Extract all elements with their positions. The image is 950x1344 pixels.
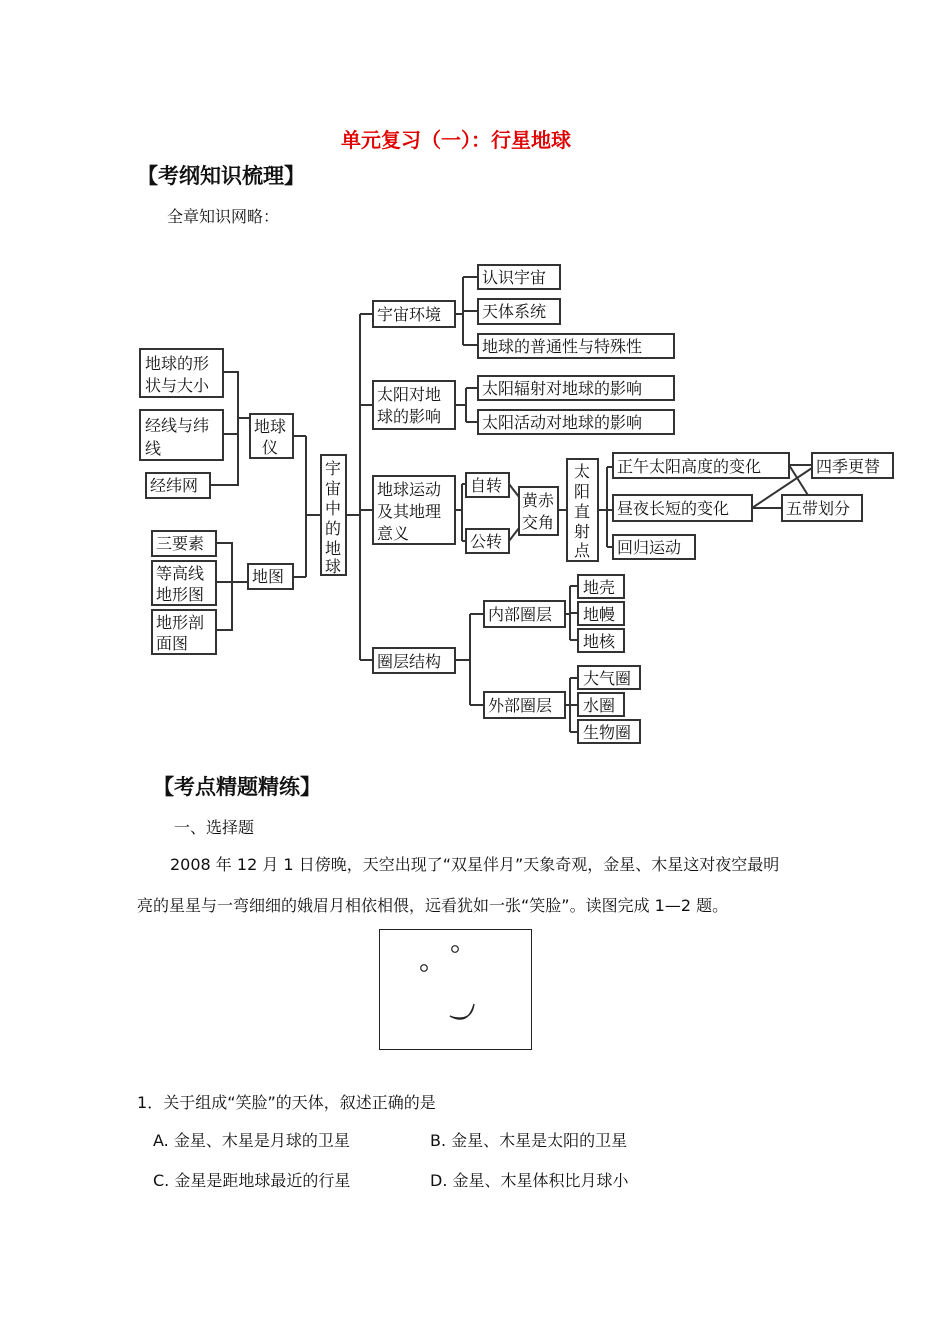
- label-solar-activity: 太阳活动对地球的影响: [482, 413, 643, 432]
- label-contour-2: 地形图: [156, 585, 205, 604]
- label-earth-shape-2: 状与大小: [145, 376, 210, 395]
- label-know-universe: 认识宇宙: [482, 268, 547, 287]
- label-earth-motion-3: 意义: [377, 524, 410, 543]
- option-text: 金星是距地球最近的行星: [174, 1171, 351, 1190]
- label-subsolar-1: 太: [574, 462, 591, 481]
- venus-dot: [421, 965, 428, 972]
- label-inner-spheres: 内部圈层: [488, 605, 553, 624]
- label-sun-influence-2: 球的影响: [377, 407, 442, 426]
- label-atmosphere: 大气圈: [583, 669, 632, 688]
- option-letter: A.: [153, 1131, 169, 1150]
- label-center-6: 球: [325, 557, 342, 576]
- label-day-length: 昼夜长短的变化: [617, 499, 730, 518]
- label-earth-ordinariness: 地球的普通性与特殊性: [482, 337, 643, 356]
- label-earth-shape-1: 地球的形: [145, 354, 210, 373]
- label-celestial-system: 天体系统: [482, 302, 547, 321]
- jupiter-dot: [452, 946, 459, 953]
- label-contour-1: 等高线: [156, 564, 205, 583]
- paragraph-line-2: 亮的星星与一弯细细的娥眉月相依相偎，远看犹如一张“笑脸”。读图完成 1—2 题。: [137, 896, 729, 915]
- label-center-5: 地: [325, 539, 342, 558]
- label-subsolar-5: 点: [574, 541, 591, 560]
- label-obliquity-1: 黄赤: [522, 491, 555, 510]
- option-letter: B.: [430, 1131, 447, 1150]
- label-globe-1: 地球: [254, 417, 287, 436]
- label-center-1: 宇: [325, 459, 342, 478]
- label-earth-motion-1: 地球运动: [377, 480, 442, 499]
- label-sphere-structure: 圈层结构: [377, 652, 442, 671]
- label-meridians-2: 线: [145, 439, 162, 458]
- label-rotation: 自转: [470, 476, 503, 495]
- part-heading: 一、选择题: [174, 818, 255, 837]
- option-c[interactable]: [153, 1168, 350, 1191]
- label-mantle: 地幔: [583, 605, 616, 624]
- label-map: 地图: [252, 567, 285, 586]
- option-d[interactable]: [430, 1168, 629, 1191]
- label-five-zones: 五带划分: [786, 499, 851, 518]
- label-center-3: 中: [325, 499, 342, 518]
- crescent-moon-icon: [450, 1004, 474, 1019]
- label-four-seasons: 四季更替: [816, 457, 881, 476]
- sky-illustration: [380, 930, 530, 1048]
- label-return-motion: 回归运动: [617, 538, 682, 557]
- paragraph-line-1: 2008 年 12 月 1 日傍晚，天空出现了“双星伴月”天象奇观，金星、木星这对夜空最明: [170, 855, 780, 874]
- option-text: 金星、木星是月球的卫星: [173, 1131, 350, 1150]
- label-center-2: 宙: [325, 479, 342, 498]
- question-text: 关于组成“笑脸”的天体，叙述正确的是: [163, 1093, 436, 1112]
- diagram-labels: [145, 268, 880, 742]
- label-three-elements: 三要素: [156, 534, 205, 553]
- section-heading-outline: 【考纲知识梳理】: [137, 164, 305, 188]
- label-noon-sun-height: 正午太阳高度的变化: [617, 457, 762, 476]
- label-subsolar-2: 阳: [574, 482, 591, 501]
- label-outer-spheres: 外部圈层: [488, 696, 553, 715]
- question-1: 1．关于组成“笑脸”的天体，叙述正确的是: [137, 1093, 436, 1112]
- label-profile-2: 面图: [156, 634, 189, 653]
- label-solar-radiation: 太阳辐射对地球的影响: [482, 379, 643, 398]
- label-profile-1: 地形剖: [156, 613, 205, 632]
- label-biosphere: 生物圈: [583, 723, 632, 742]
- label-revolution: 公转: [470, 532, 503, 551]
- label-meridians-1: 经线与纬: [145, 416, 210, 435]
- option-b[interactable]: [430, 1128, 627, 1151]
- label-hydrosphere: 水圈: [583, 696, 616, 715]
- label-subsolar-3: 直: [574, 502, 591, 521]
- label-crust: 地壳: [583, 578, 616, 597]
- option-text: 金星、木星体积比月球小: [452, 1171, 629, 1190]
- label-center-4: 的: [325, 519, 342, 538]
- label-graticule: 经纬网: [150, 476, 199, 495]
- option-letter: D.: [430, 1171, 448, 1190]
- label-sun-influence-1: 太阳对地: [377, 385, 442, 404]
- label-earth-motion-2: 及其地理: [377, 502, 442, 521]
- option-letter: C.: [153, 1171, 170, 1190]
- question-number: 1: [137, 1093, 148, 1112]
- label-subsolar-4: 射: [574, 522, 591, 541]
- network-caption: 全章知识网略：: [167, 207, 280, 226]
- section-heading-exercises: 【考点精题精练】: [153, 775, 321, 799]
- label-globe-2: 仪: [262, 438, 279, 457]
- label-core: 地核: [583, 632, 616, 651]
- page-title: 单元复习（一）：行星地球: [341, 128, 571, 152]
- smiley-sky-figure: [379, 929, 532, 1050]
- option-a[interactable]: [153, 1128, 350, 1151]
- option-text: 金星、木星是太阳的卫星: [451, 1131, 628, 1150]
- label-obliquity-2: 交角: [522, 513, 555, 532]
- label-cosmic-environment: 宇宙环境: [377, 305, 442, 324]
